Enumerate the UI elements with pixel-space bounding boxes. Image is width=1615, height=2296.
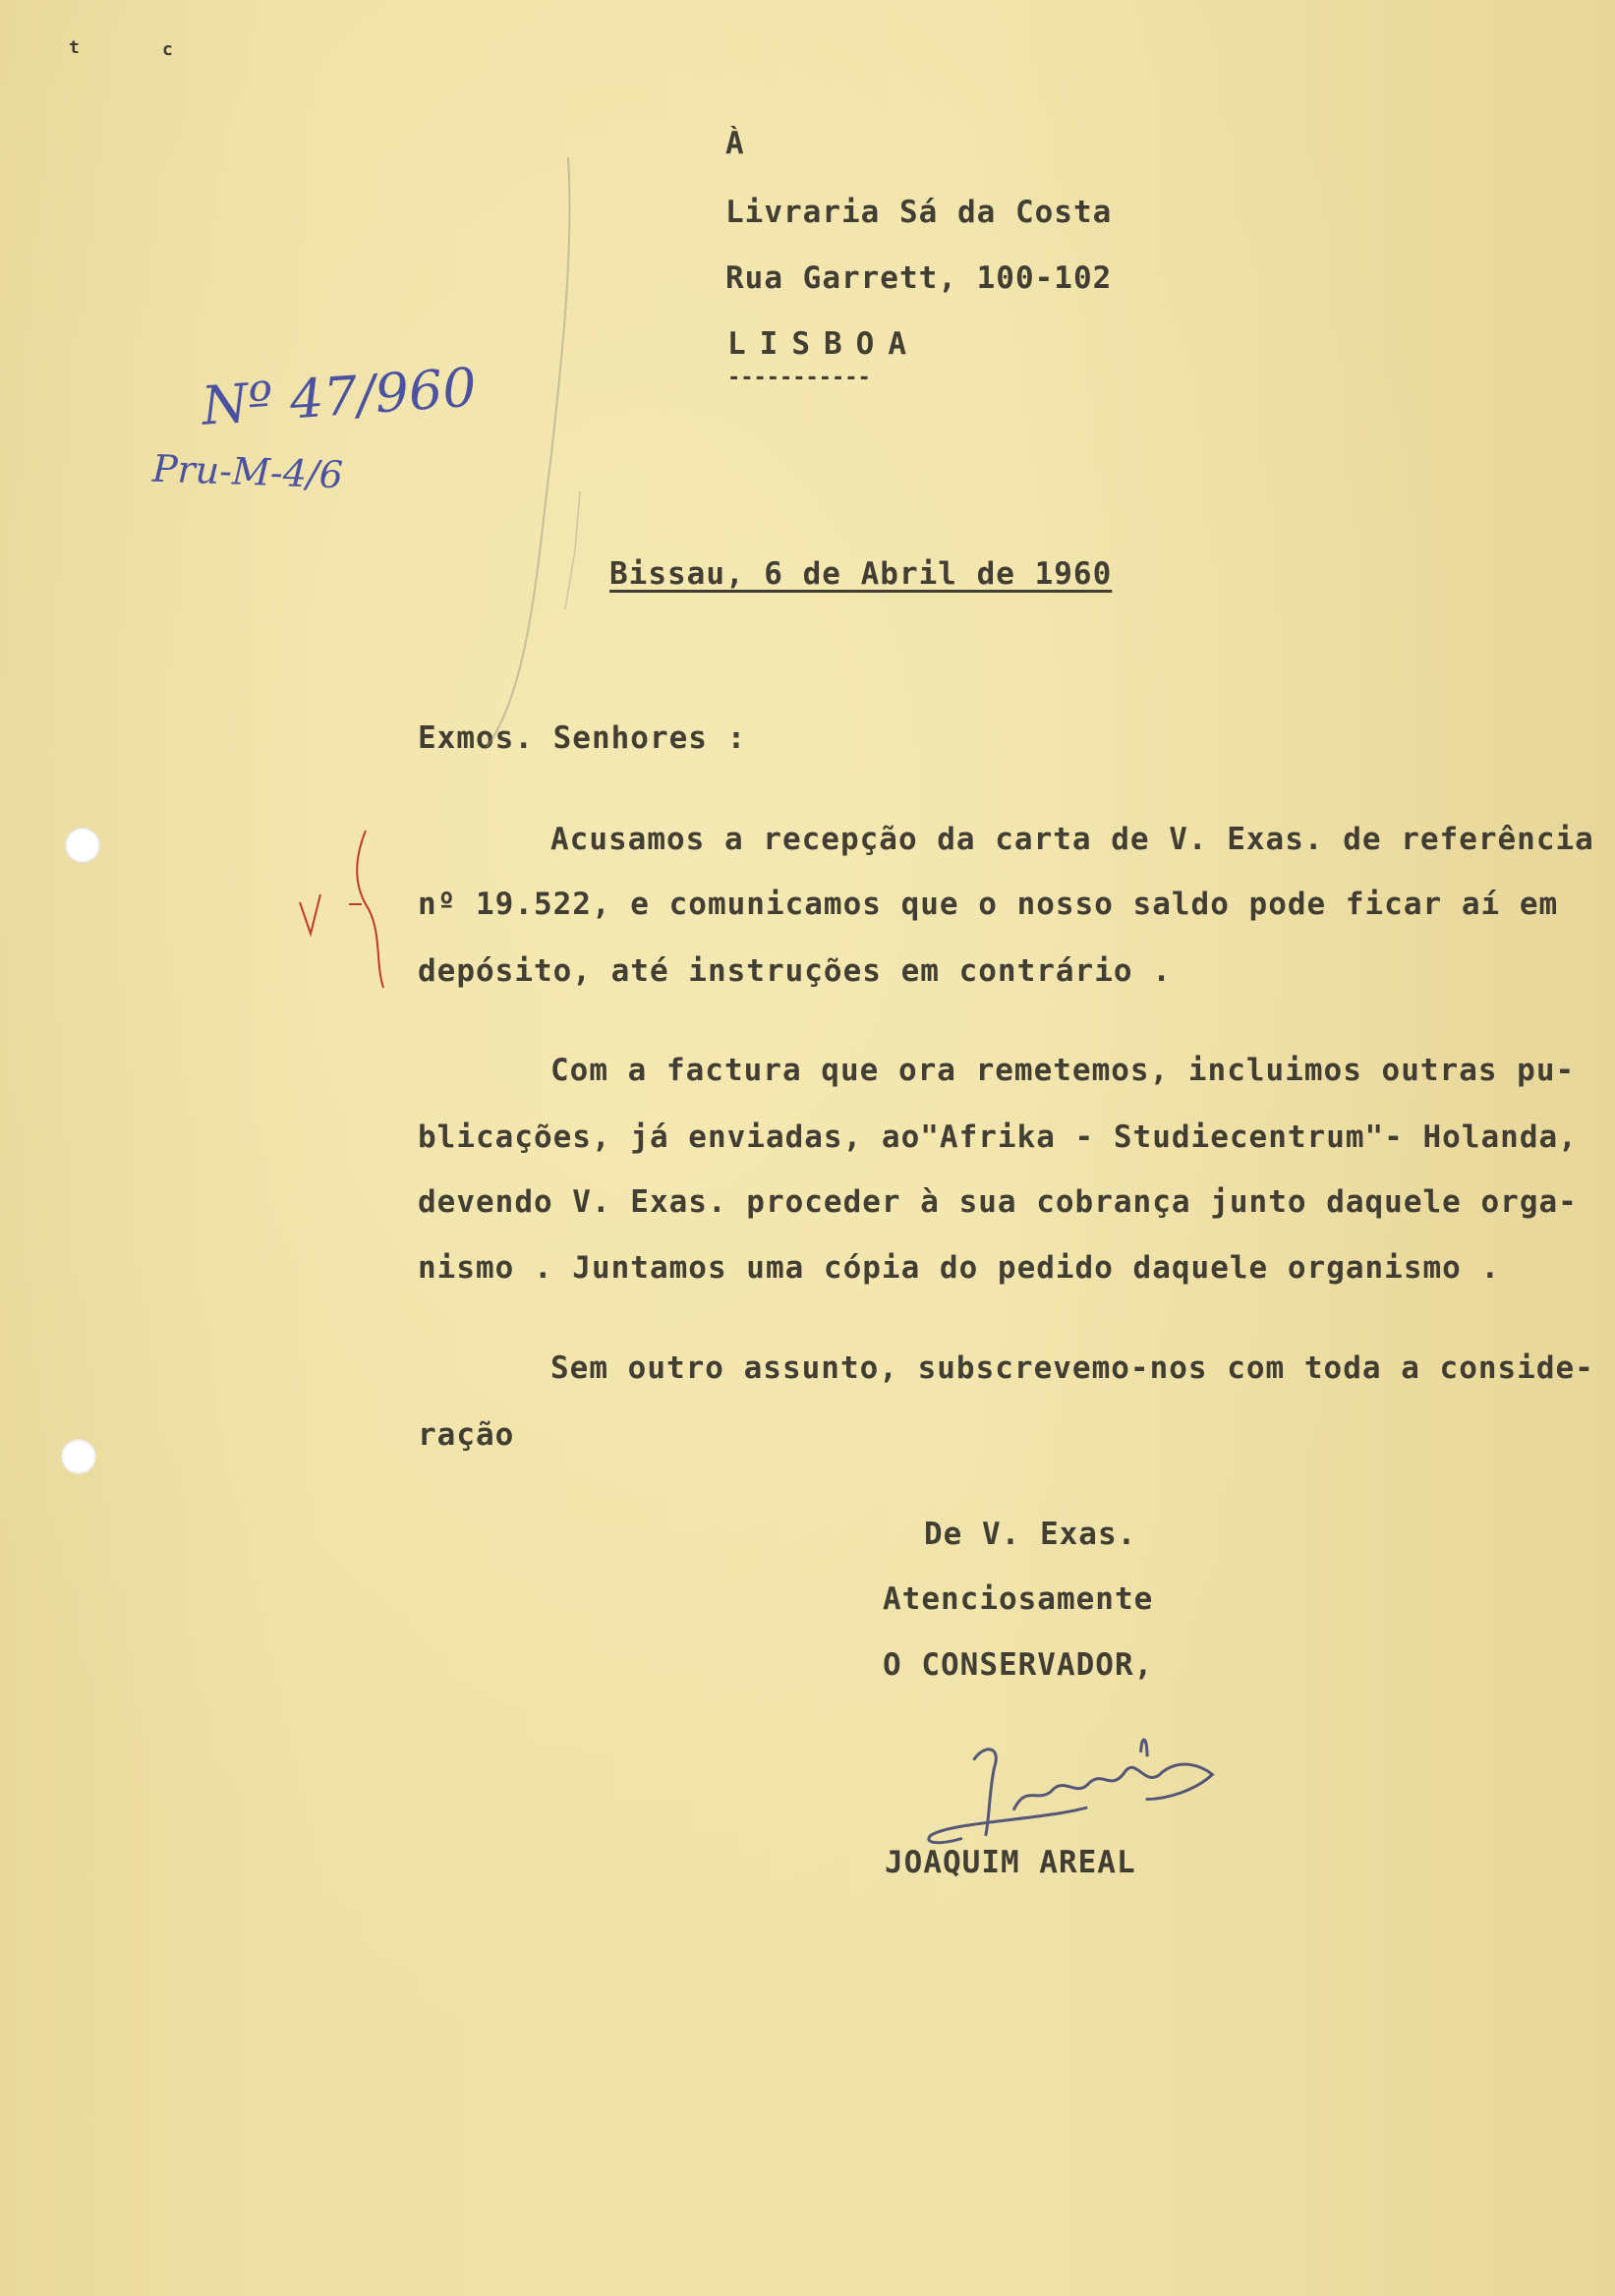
- recipient-street: Rua Garrett, 100-102: [725, 260, 1113, 296]
- closing-line2: Atenciosamente: [883, 1581, 1154, 1617]
- corner-mark-2: c: [162, 39, 174, 60]
- paragraph2-line2: blicações, já enviadas, ao"Afrika - Studiecentrum"- Holanda,: [418, 1119, 1578, 1155]
- paragraph2-line3: devendo V. Exas. proceder à sua cobrança junto daquele orga-: [418, 1184, 1578, 1220]
- ref-number-annotation: Nº 47/960: [200, 356, 479, 437]
- recipient-name: Livraria Sá da Costa: [725, 195, 1113, 230]
- recipient-city-underline: -----------: [727, 366, 871, 390]
- paragraph3-line1: Sem outro assunto, subscrevemo-nos com toda a conside-: [550, 1350, 1594, 1386]
- paragraph1-line2: nº 19.522, e comunicamos que o nosso saldo pode ficar aí em: [418, 887, 1559, 922]
- paragraph1-line1: Acusamos a recepção da carta de V. Exas. de referência: [550, 822, 1594, 857]
- corner-mark-1: t: [69, 37, 81, 58]
- paragraph2-line1: Com a factura que ora remetemos, incluimos outras pu-: [550, 1053, 1576, 1088]
- paragraph2-line4: nismo . Juntamos uma cópia do pedido daquele organismo .: [418, 1250, 1501, 1286]
- closing-line1: De V. Exas.: [924, 1517, 1137, 1552]
- closing-line3: O CONSERVADOR,: [883, 1647, 1154, 1683]
- paragraph3-line2: ração: [418, 1417, 515, 1453]
- ref-code-annotation: Pru-M-4/6: [151, 446, 344, 497]
- recipient-city: LISBOA: [727, 326, 920, 362]
- greeting: Exmos. Senhores :: [418, 720, 747, 756]
- recipient-prefix: À: [725, 126, 745, 161]
- letter-date: Bissau, 6 de Abril de 1960: [609, 556, 1113, 592]
- paragraph1-line3: depósito, até instruções em contrário .: [418, 953, 1172, 989]
- signer-name: JOAQUIM AREAL: [885, 1845, 1136, 1880]
